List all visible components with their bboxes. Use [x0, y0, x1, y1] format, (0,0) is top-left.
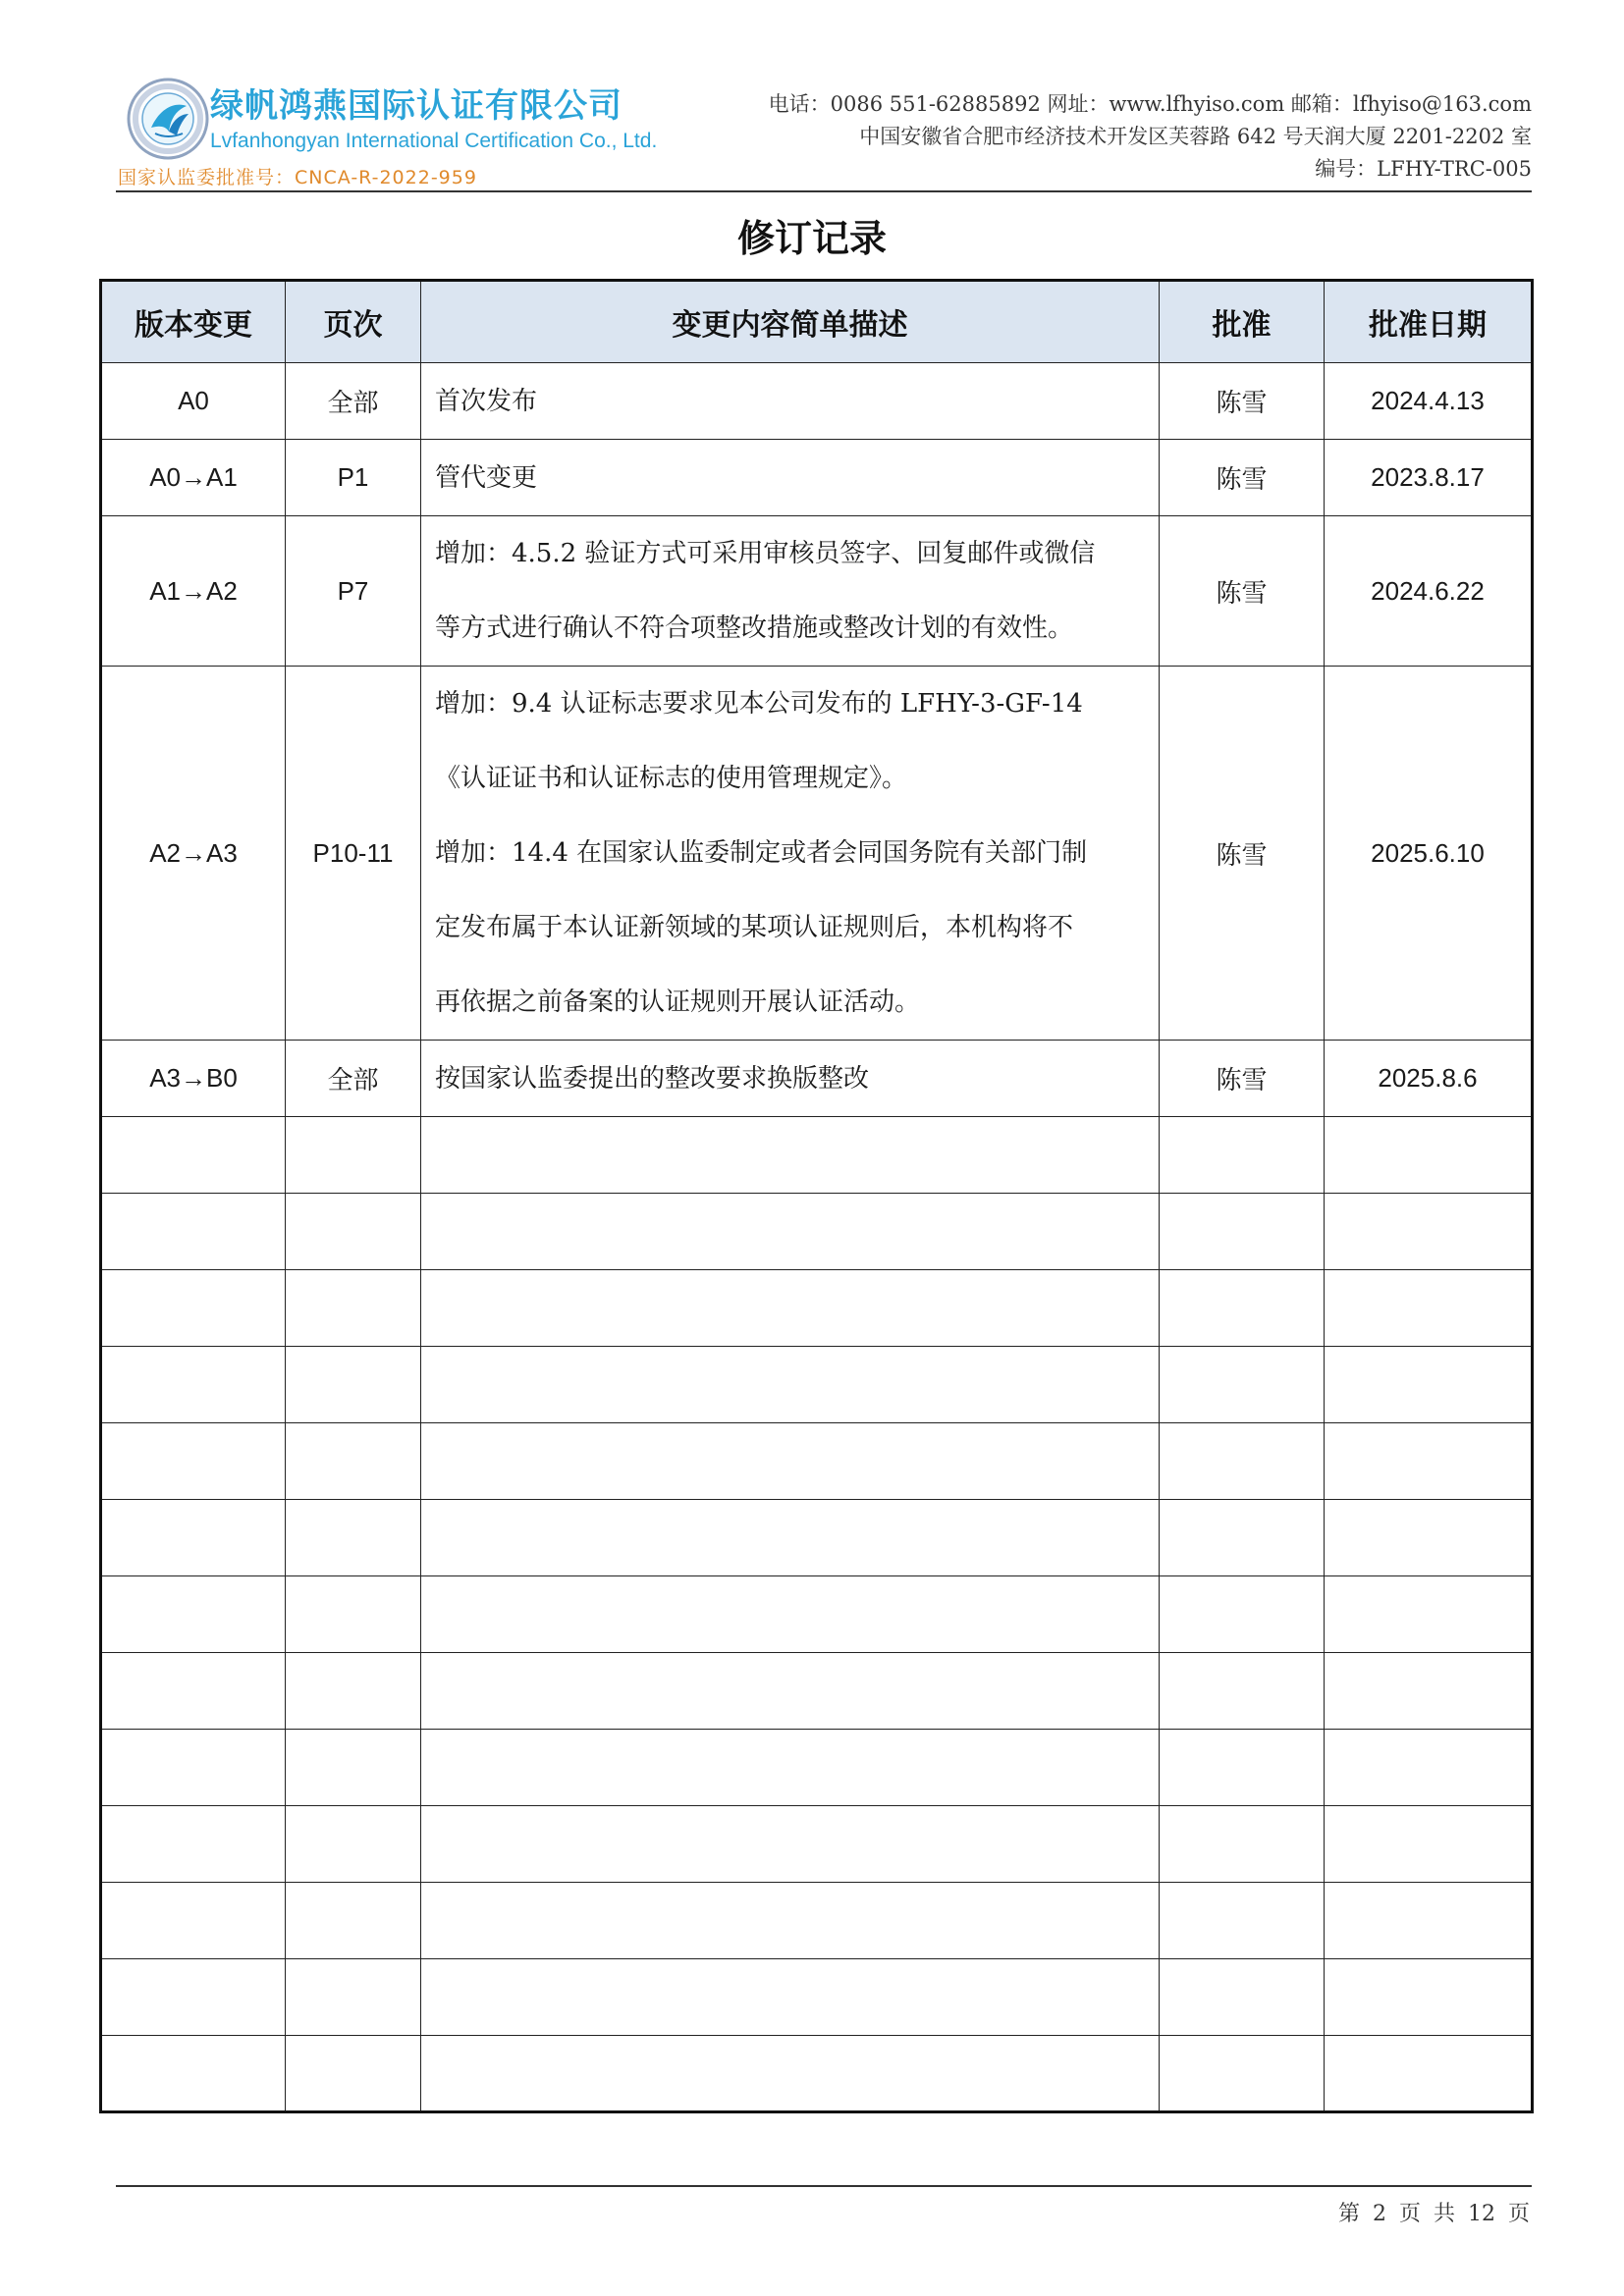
empty-table-row — [101, 1270, 1533, 1347]
cell-description — [421, 1041, 1160, 1117]
cell-date — [1325, 1730, 1533, 1806]
cell-approver — [1160, 1653, 1325, 1730]
cell-version — [101, 1500, 286, 1576]
empty-table-row — [101, 1653, 1533, 1730]
cell-approver: 陈雪 — [1160, 516, 1325, 667]
cell-description — [421, 1423, 1160, 1500]
description-line: 增加：14.4 在国家认监委制定或者会同国务院有关部门制 — [435, 838, 1088, 868]
cell-date: 2025.6.10 — [1325, 667, 1533, 1041]
cell-date — [1325, 1806, 1533, 1883]
cell-date: 2023.8.17 — [1325, 440, 1533, 516]
description-line: 增加：4.5.2 验证方式可采用审核员签字、回复邮件或微信 — [435, 539, 1096, 568]
cell-version — [101, 1959, 286, 2036]
page-number: 第 2 页 共 12 页 — [1338, 2202, 1530, 2226]
cell-description — [421, 2036, 1160, 2112]
cell-version — [101, 1117, 286, 1194]
cell-approver: 陈雪 — [1160, 363, 1325, 440]
cell-description — [421, 440, 1160, 516]
cell-approver — [1160, 1117, 1325, 1194]
cell-date — [1325, 1883, 1533, 1959]
description-line: 等方式进行确认不符合项整改措施或整改计划的有效性。 — [435, 614, 1074, 643]
header-divider — [116, 190, 1532, 192]
cell-approver — [1160, 1347, 1325, 1423]
cell-date: 2025.8.6 — [1325, 1041, 1533, 1117]
empty-table-row — [101, 1347, 1533, 1423]
cell-page: P1 — [286, 440, 421, 516]
cell-page — [286, 1500, 421, 1576]
revision-table — [99, 279, 1534, 2113]
cell-page: P7 — [286, 516, 421, 667]
cell-version: A0 — [101, 363, 286, 440]
cell-date — [1325, 1347, 1533, 1423]
cell-date — [1325, 2036, 1533, 2112]
cell-approver: 陈雪 — [1160, 667, 1325, 1041]
cell-description — [421, 1653, 1160, 1730]
cell-approver: 陈雪 — [1160, 1041, 1325, 1117]
cell-page — [286, 1270, 421, 1347]
empty-table-row — [101, 1194, 1533, 1270]
cell-page — [286, 1423, 421, 1500]
description-line: 《认证证书和认证标志的使用管理规定》。 — [435, 764, 908, 793]
header-description: 变更内容简单描述 — [421, 281, 1160, 363]
cell-date — [1325, 1576, 1533, 1653]
cell-date — [1325, 1959, 1533, 2036]
company-logo-icon — [126, 77, 210, 161]
page-header — [116, 69, 1532, 190]
description-line: 管代变更 — [435, 462, 538, 493]
cell-version — [101, 1347, 286, 1423]
table-row — [101, 516, 1533, 667]
cell-approver — [1160, 1270, 1325, 1347]
cell-description — [421, 516, 1160, 667]
description-line: 再依据之前备案的认证规则开展认证活动。 — [435, 988, 921, 1017]
page-title: 修订记录 — [736, 217, 887, 260]
cell-date — [1325, 1423, 1533, 1500]
cell-description — [421, 1117, 1160, 1194]
cell-date: 2024.4.13 — [1325, 363, 1533, 440]
blank-rows-group — [101, 1117, 1533, 2112]
cell-page — [286, 1117, 421, 1194]
contact-line: 电话：0086 551-62885892 网址：www.lfhyiso.com 邮箱：lfhyiso@163.com — [768, 92, 1532, 116]
contact-block — [769, 88, 1532, 186]
table-row — [101, 440, 1533, 516]
cell-page: 全部 — [286, 1041, 421, 1117]
empty-table-row — [101, 1959, 1533, 2036]
cell-page — [286, 1883, 421, 1959]
cell-version — [101, 1423, 286, 1500]
cell-approver — [1160, 1959, 1325, 2036]
cell-version: A2→A3 — [101, 667, 286, 1041]
cell-description — [421, 1730, 1160, 1806]
cell-approver — [1160, 1883, 1325, 1959]
cell-version — [101, 2036, 286, 2112]
cell-description — [421, 1347, 1160, 1423]
description-line: 按国家认监委提出的整改要求换版整改 — [435, 1063, 870, 1094]
cell-description — [421, 1500, 1160, 1576]
document-number: 编号：LFHY-TRC-005 — [1315, 157, 1532, 181]
cell-version — [101, 1730, 286, 1806]
cell-version — [101, 1653, 286, 1730]
empty-table-row — [101, 1806, 1533, 1883]
cell-approver: 陈雪 — [1160, 440, 1325, 516]
cell-version: A1→A2 — [101, 516, 286, 667]
cell-date — [1325, 1117, 1533, 1194]
empty-table-row — [101, 1883, 1533, 1959]
cell-page — [286, 1806, 421, 1883]
cell-approver — [1160, 1423, 1325, 1500]
cell-page: P10-11 — [286, 667, 421, 1041]
cell-page — [286, 1194, 421, 1270]
company-name-cn: 绿帆鸿燕国际认证有限公司 — [210, 86, 623, 126]
cell-approver — [1160, 1500, 1325, 1576]
cell-description — [421, 1959, 1160, 2036]
cell-version: A0→A1 — [101, 440, 286, 516]
empty-table-row — [101, 1576, 1533, 1653]
cell-version — [101, 1883, 286, 1959]
cell-approver — [1160, 1730, 1325, 1806]
approval-number: 国家认监委批准号：CNCA-R-2022-959 — [118, 167, 477, 188]
cell-page — [286, 1730, 421, 1806]
cell-description — [421, 1576, 1160, 1653]
description-line: 增加：9.4 认证标志要求见本公司发布的 LFHY-3-GF-14 — [435, 689, 1083, 719]
description-line: 首次发布 — [435, 386, 538, 416]
description-line: 定发布属于本认证新领域的某项认证规则后，本机构将不 — [435, 913, 1074, 942]
cell-approver — [1160, 1806, 1325, 1883]
empty-table-row — [101, 1730, 1533, 1806]
table-row — [101, 1041, 1533, 1117]
cell-date: 2024.6.22 — [1325, 516, 1533, 667]
empty-table-row — [101, 1423, 1533, 1500]
cell-approver — [1160, 1194, 1325, 1270]
cell-version — [101, 1270, 286, 1347]
cell-page — [286, 1347, 421, 1423]
header-approval-date: 批准日期 — [1325, 281, 1533, 363]
header-approver: 批准 — [1160, 281, 1325, 363]
cell-description — [421, 363, 1160, 440]
cell-description — [421, 1194, 1160, 1270]
cell-description — [421, 1806, 1160, 1883]
cell-date — [1325, 1270, 1533, 1347]
cell-date — [1325, 1500, 1533, 1576]
empty-table-row — [101, 1500, 1533, 1576]
cell-date — [1325, 1194, 1533, 1270]
address-line: 中国安徽省合肥市经济技术开发区芙蓉路 642 号天润大厦 2201-2202 室 — [859, 125, 1532, 148]
cell-version — [101, 1194, 286, 1270]
cell-page — [286, 1959, 421, 2036]
cell-page — [286, 1576, 421, 1653]
cell-description — [421, 667, 1160, 1041]
cell-description — [421, 1270, 1160, 1347]
cell-version — [101, 1576, 286, 1653]
table-row — [101, 363, 1533, 440]
cell-date — [1325, 1653, 1533, 1730]
table-row — [101, 667, 1533, 1041]
header-version: 版本变更 — [101, 281, 286, 363]
empty-table-row — [101, 2036, 1533, 2112]
cell-version: A3→B0 — [101, 1041, 286, 1117]
empty-table-row — [101, 1117, 1533, 1194]
table-header-row — [101, 281, 1533, 363]
cell-approver — [1160, 2036, 1325, 2112]
cell-description — [421, 1883, 1160, 1959]
footer-divider — [116, 2185, 1532, 2187]
cell-approver — [1160, 1576, 1325, 1653]
header-page: 页次 — [286, 281, 421, 363]
cell-page: 全部 — [286, 363, 421, 440]
company-name-en: Lvfanhongyan International Certification Co., Ltd. — [210, 130, 658, 152]
cell-page — [286, 1653, 421, 1730]
cell-page — [286, 2036, 421, 2112]
cell-version — [101, 1806, 286, 1883]
